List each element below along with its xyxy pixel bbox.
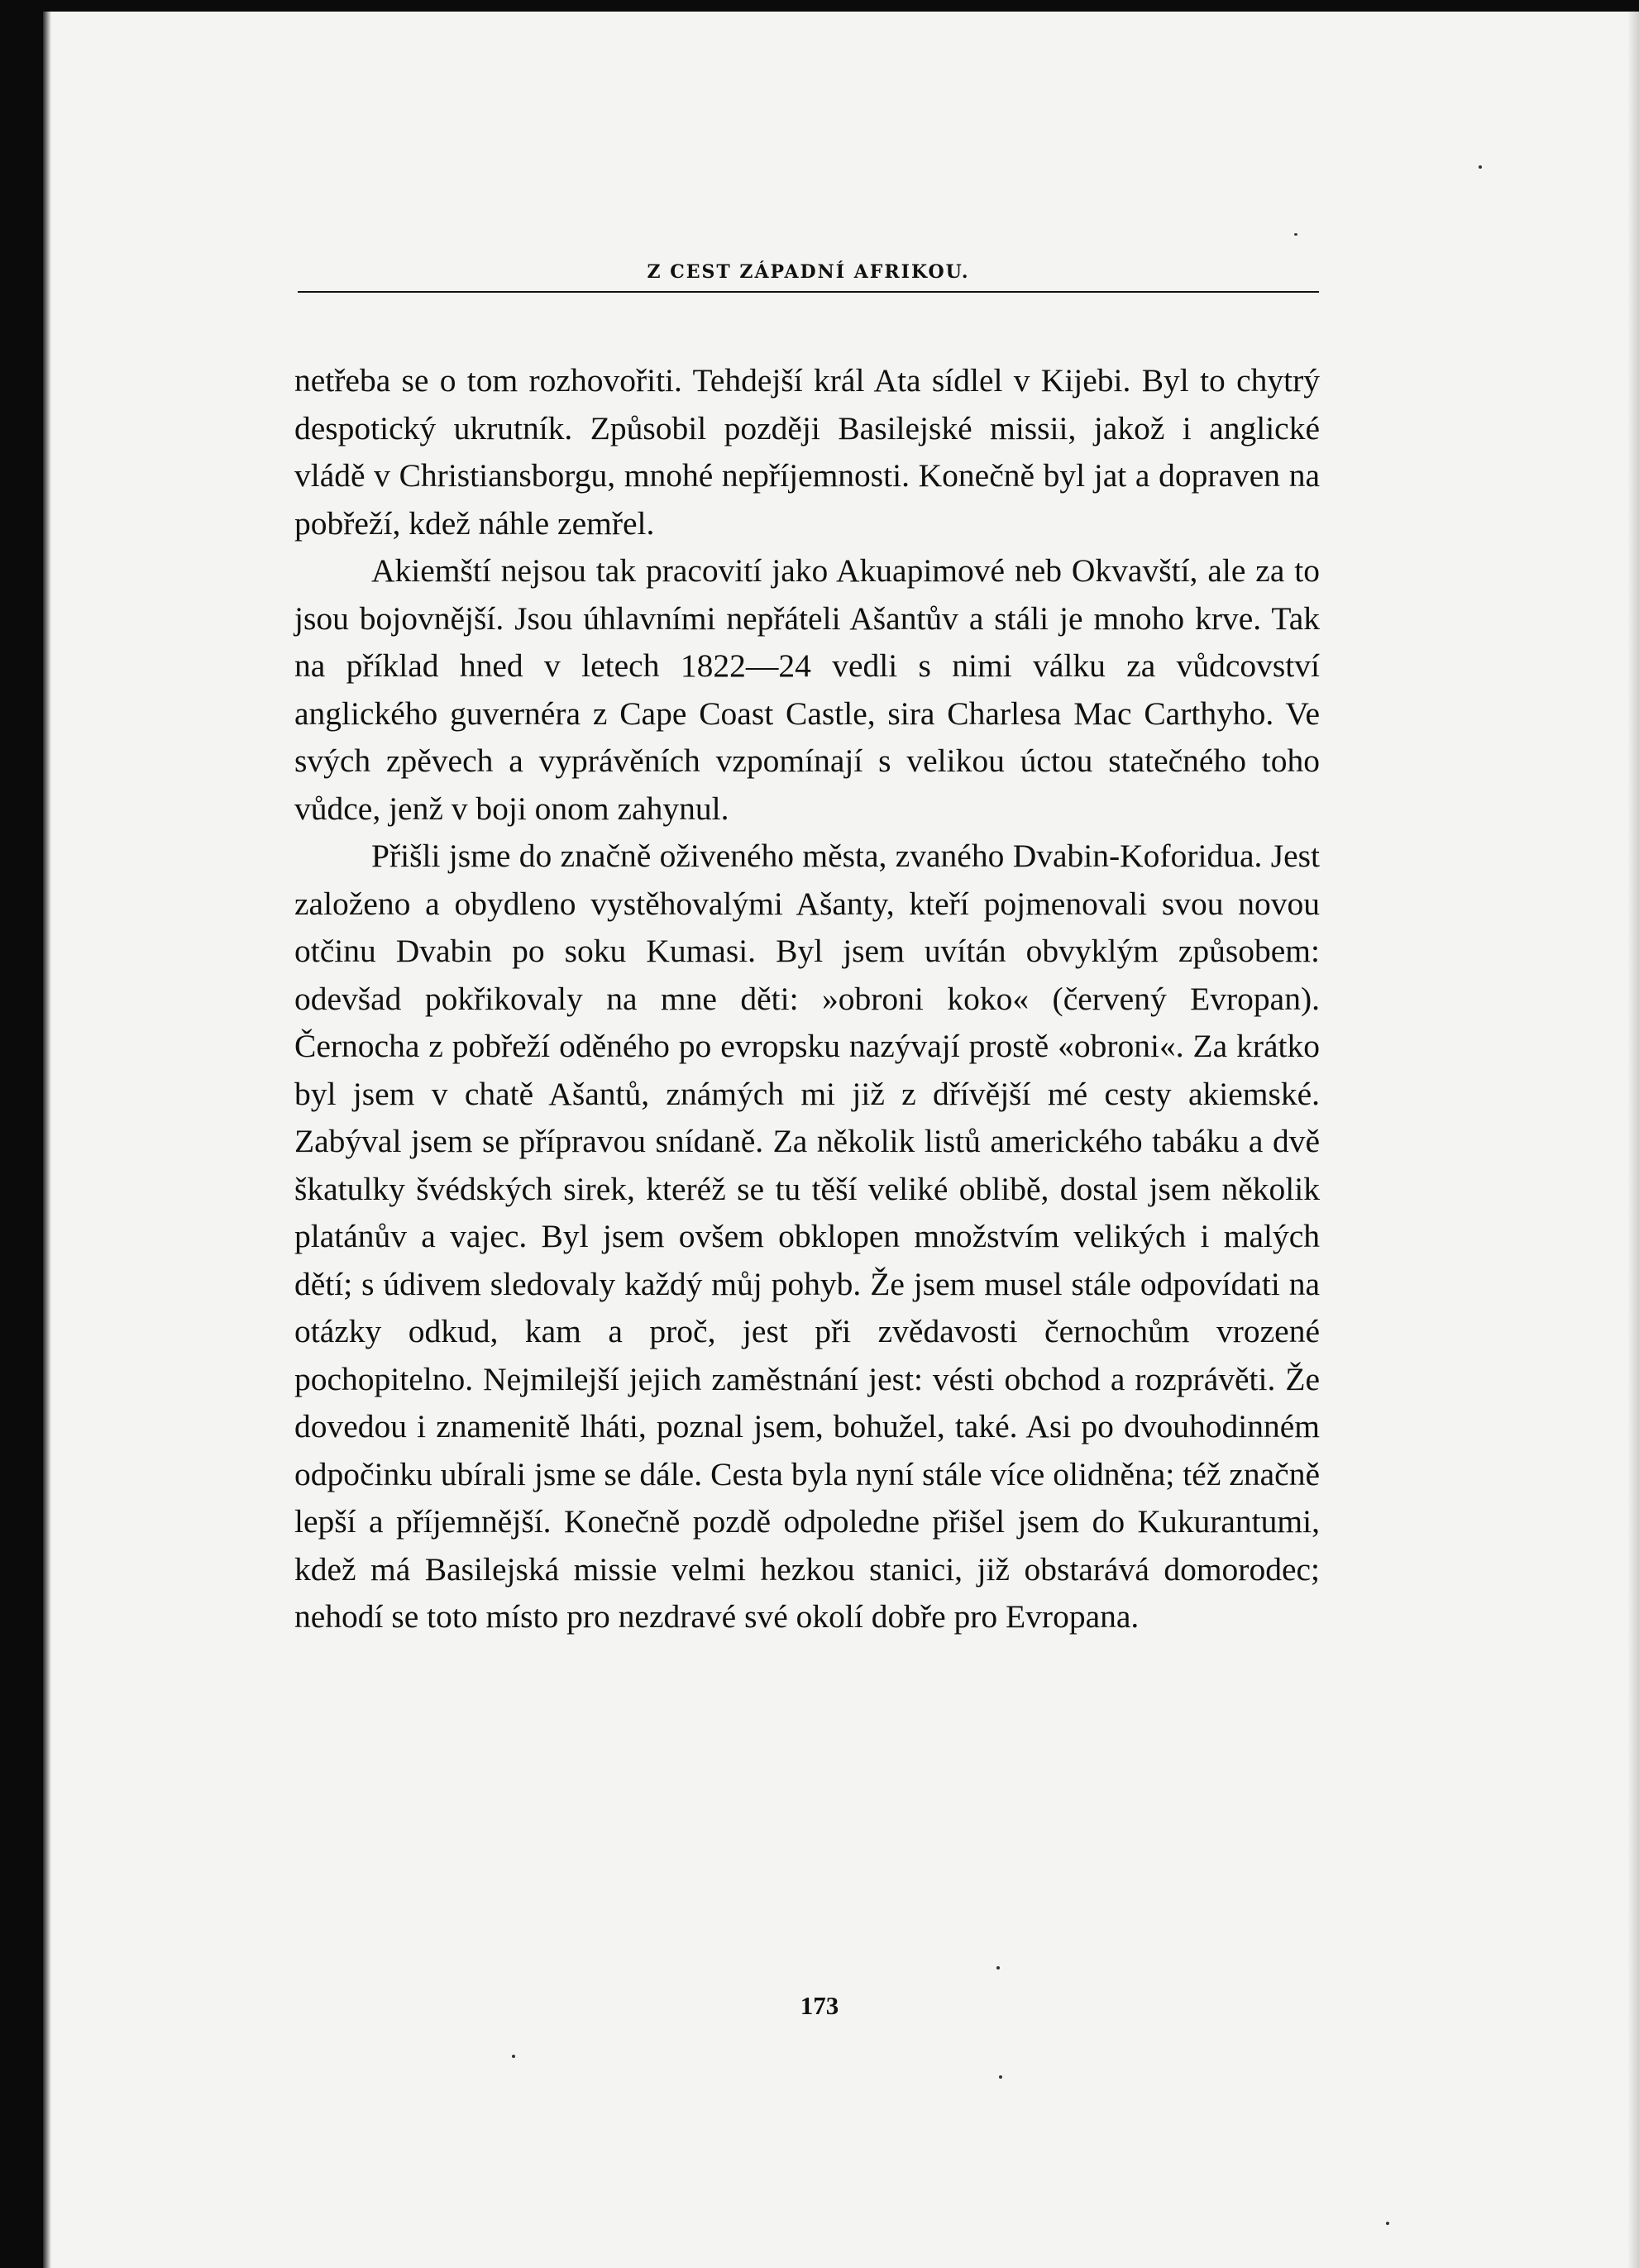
scan-speck [1479,165,1482,169]
page-number: 173 [800,1991,839,2020]
scan-speck [996,1966,1000,1970]
body-text [294,357,1320,1641]
scan-speck [512,2055,515,2058]
header-rule [298,291,1319,293]
scan-speck [1294,233,1297,236]
running-title: Z CEST ZÁPADNÍ AFRIKOU. [647,261,970,283]
scan-speck [1386,2222,1389,2225]
paragraph-1: netřeba se o tom rozhovořiti. Tehdejší král Ata sídlel v Kijebi. Byl to chytrý despotický ukrutník. Způsobil později Basilejské missii, jakož i anglické vládě v Christiansborgu, mnohé nepříjemnosti. Konečně byl jat a dopraven na pobřeží, kdež náhle zemřel. [294,362,1320,542]
scan-border-top [0,0,1639,12]
scan-border-left-shadow [43,12,51,2268]
scan-border-left [0,0,43,2268]
paragraph-3: Přišli jsme do značně oživeného města, zvaného Dvabin-Koforidua. Jest založeno a obydleno vystěhovalými Ašanty, kteří pojmenovali svou novou otčinu Dvabin po soku Kumasi. Byl jsem uvítán obvyklým způsobem: odevšad pokřikovaly na mne děti: »obroni koko« (červený Evropan). Černocha z pobřeží oděného po evropsku nazývají prostě «obroni«. Za krátko byl jsem v chatě Ašantů, známých mi již z dřívější mé cesty akiemské. Zabýval jsem se přípravou snídaně. Za několik listů amerického tabáku a dvě škatulky švédských sirek, kteréž se tu těší veliké oblibě, dostal jsem několik platánův a vajec. Byl jsem ovšem obklopen množstvím velikých i malých dětí; s údivem sledovaly každý můj pohyb. Že jsem musel stále odpovídati na otázky odkud, kam a proč, jest při zvědavosti černochům vrozené pochopitelno. Nejmilejší jejich zaměstnání jest: vésti obchod a rozprávěti. Že dovedou i znamenitě lháti, poznal jsem, bohužel, také. Asi po dvouhodinném odpočinku ubírali jsme se dále. Cesta byla nyní stále více olidněna; též značně lepší a příjemnější. Konečně pozdě odpoledne přišel jsem do Kukurantumi, kdež má Basilejská missie velmi hezkou stanici, již obstarává domorodec; nehodí se toto místo pro nezdravé své okolí dobře pro Evropana. [294,838,1320,1635]
page-header [298,260,1319,293]
scan-border-right-shadow [1627,12,1639,2268]
scan-speck [999,2075,1002,2079]
paragraph-2: Akiemští nejsou tak pracovití jako Akuapimové neb Okvavští, ale za to jsou bojovnější. Jsou úhlavními nepřáteli Ašantův a stáli je mnoho krve. Tak na příklad hned v letech 1822—24 vedli s nimi válku za vůdcovství anglického guvernéra z Cape Coast Castle, sira Charlesa Mac Carthyho. Ve svých zpěvech a vyprávěních vzpomínají s velikou úctou statečného toho vůdce, jenž v boji onom zahynul. [294,552,1320,827]
